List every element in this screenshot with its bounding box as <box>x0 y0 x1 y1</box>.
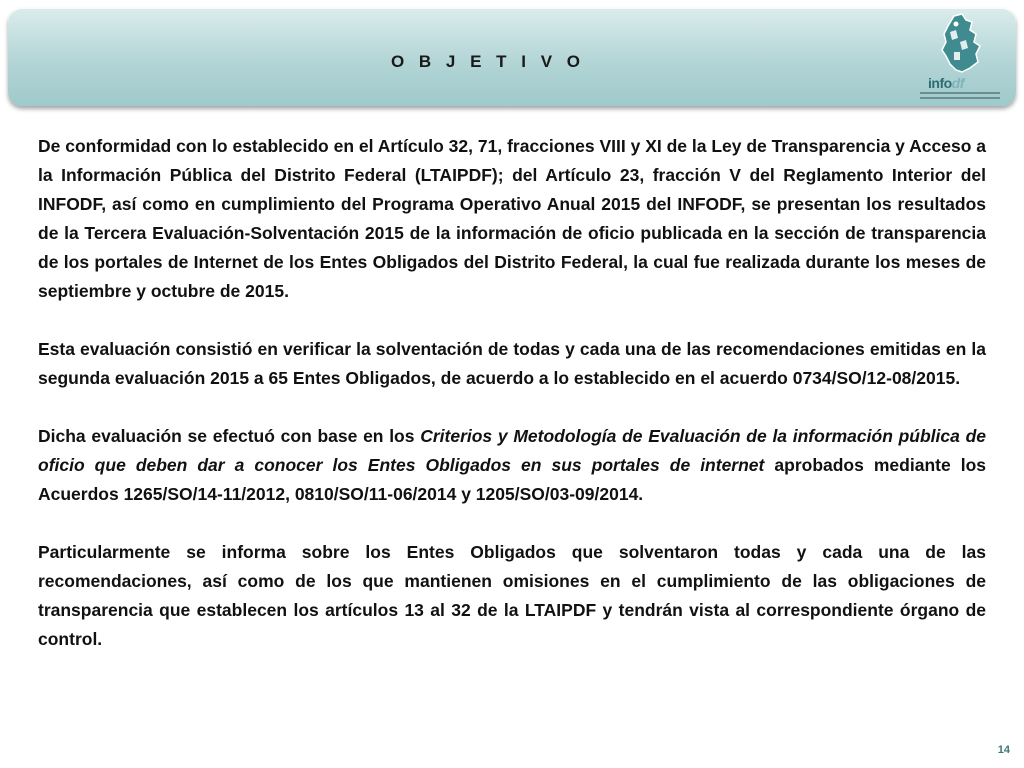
logo-word: infodf <box>928 75 964 91</box>
paragraph-1: De conformidad con lo establecido en el Artículo 32, 71, fracciones VIII y XI de la Ley de Transparencia y Acceso a la Información Pública del Distrito Federal (LTAIPDF); del Artículo 23, fracción V del Reglamento Interior del INFODF, así como en cumplimiento del Programa Operativo Anual 2015 del INFODF, se presentan los resultados de la Tercera Evaluación-Solventación 2015 de la información de oficio publicada en la sección de transparencia de los portales de Internet de los Entes Obligados del Distrito Federal, la cual fue realizada durante los meses de septiembre y octubre de 2015. <box>38 136 986 301</box>
paragraph-2: Esta evaluación consistió en verificar la solventación de todas y cada una de las recomendaciones emitidas en la segunda evaluación 2015 a 65 Entes Obligados, de acuerdo a lo establecido en el acuerdo 0734/SO/12-08/2015. <box>38 339 986 388</box>
main-content <box>38 132 986 683</box>
paragraph-4: Particularmente se informa sobre los Entes Obligados que solventaron todas y cada una de las recomendaciones, así como de los que mantienen omisiones en el cumplimiento de las obligaciones de transparencia que establecen los artículos 13 al 32 de la LTAIPDF y tendrán vista al correspondiente órgano de control. <box>38 542 986 649</box>
infodf-logo <box>916 12 1006 104</box>
page-number: 14 <box>997 744 1010 756</box>
logo-tagline-line <box>920 92 1000 94</box>
paragraph-3: Dicha evaluación se efectuó con base en los Criterios y Metodología de Evaluación de la información pública de oficio que deben dar a conocer los Entes Obligados en sus portales de internet aprobados mediante los Acuerdos 1265/SO/14-11/2012, 0810/SO/11-06/2014 y 1205/SO/03-09/2014. <box>38 426 987 504</box>
city-map-icon <box>916 12 1006 78</box>
page-title: O B J E T I V O <box>390 52 586 71</box>
header-banner <box>8 8 1016 106</box>
criteria-title: Criterios y Metodología de Evaluación de la información pública de oficio que deben dar a conocer los Entes Obligados en sus portales de internet <box>38 426 986 475</box>
logo-tagline-line <box>920 97 1000 99</box>
